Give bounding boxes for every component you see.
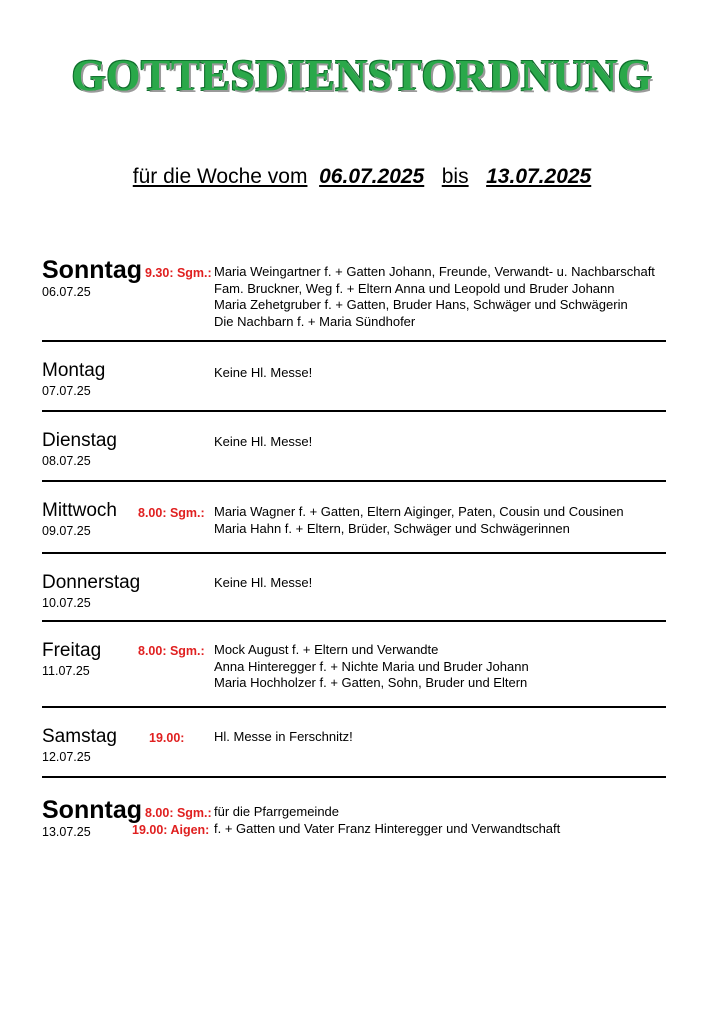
divider <box>42 340 666 342</box>
day-date: 08.07.25 <box>42 454 91 468</box>
mass-time: 8.00: Sgm.: <box>138 506 205 520</box>
day-monday <box>42 359 105 399</box>
day-date: 10.07.25 <box>42 596 91 610</box>
day-date: 07.07.25 <box>42 384 91 398</box>
mass-intention: Maria Hochholzer f. + Gatten, Sohn, Bruder und Eltern <box>214 675 528 690</box>
day-date: 13.07.25 <box>42 825 91 839</box>
mass-intention: f. + Gatten und Vater Franz Hinteregger und Verwandtschaft <box>214 820 561 836</box>
day-entries-saturday <box>214 729 353 746</box>
mass-intention: Die Nachbarn f. + Maria Sündhofer <box>214 313 416 329</box>
mass-time: 19.00: <box>149 731 185 745</box>
divider <box>42 552 666 554</box>
day-name: Mittwoch <box>42 500 117 521</box>
day-sunday-1 <box>42 256 142 300</box>
mass-intention: Keine Hl. Messe! <box>214 575 313 590</box>
mass-intention: Maria Zehetgruber f. + Gatten, Bruder Hans, Schwäger und Schwägerin <box>214 297 628 312</box>
week-end-date: 13.07.2025 <box>486 165 592 188</box>
day-name: Sonntag <box>42 796 142 824</box>
day-sunday-2 <box>42 796 142 840</box>
mass-intention: Hl. Messe in Ferschnitz! <box>214 729 353 744</box>
day-name: Freitag <box>42 640 102 661</box>
mass-intention: Mock August f. + Eltern und Verwandte <box>214 642 439 657</box>
day-entries-monday <box>214 365 312 382</box>
day-entries-friday <box>214 642 529 692</box>
day-entries-sunday-1 <box>214 264 655 330</box>
week-start-date: 06.07.2025 <box>319 165 425 188</box>
mass-intention: für die Pfarrgemeinde <box>214 804 340 819</box>
day-date: 09.07.25 <box>42 524 91 538</box>
day-entries-wednesday <box>214 504 624 537</box>
divider <box>42 776 666 778</box>
day-thursday <box>42 571 140 611</box>
mass-time: 8.00: Sgm.: <box>138 644 205 658</box>
day-name: Samstag <box>42 726 117 747</box>
week-range <box>0 165 724 189</box>
page-title <box>0 50 724 101</box>
day-name: Donnerstag <box>42 572 141 593</box>
week-range-prefix: für die Woche vom <box>132 165 308 188</box>
page-title-text: GOTTESDIENSTORDNUNG <box>71 51 653 100</box>
day-name: Sonntag <box>42 256 142 284</box>
day-name: Dienstag <box>42 430 117 451</box>
mass-intention: Keine Hl. Messe! <box>214 365 313 380</box>
mass-intention: Anna Hinteregger f. + Nichte Maria und Bruder Johann <box>214 658 529 674</box>
day-entries-tuesday <box>214 434 312 451</box>
mass-intention: Maria Wagner f. + Gatten, Eltern Aiginger, Paten, Cousin und Cousinen <box>214 504 624 519</box>
divider <box>42 706 666 708</box>
day-date: 11.07.25 <box>42 664 90 678</box>
divider <box>42 410 666 412</box>
divider <box>42 620 666 622</box>
mass-intention: Maria Weingartner f. + Gatten Johann, Freunde, Verwandt- u. Nachbarschaft <box>214 264 655 279</box>
divider <box>42 480 666 482</box>
day-date: 06.07.25 <box>42 285 91 299</box>
day-saturday <box>42 725 117 765</box>
day-wednesday <box>42 499 117 539</box>
day-date: 12.07.25 <box>42 750 91 764</box>
day-tuesday <box>42 429 117 469</box>
mass-time: 9.30: Sgm.: <box>145 266 212 280</box>
day-entries-thursday <box>214 575 312 592</box>
mass-time: 19.00: Aigen: <box>132 823 210 837</box>
day-name: Montag <box>42 360 106 381</box>
week-range-mid: bis <box>441 165 469 188</box>
mass-time: 8.00: Sgm.: <box>145 806 212 820</box>
day-entries-sunday-2 <box>214 804 560 837</box>
mass-intention: Keine Hl. Messe! <box>214 434 313 449</box>
mass-intention: Fam. Bruckner, Weg f. + Eltern Anna und Leopold und Bruder Johann <box>214 280 615 296</box>
mass-intention: Maria Hahn f. + Eltern, Brüder, Schwäger und Schwägerinnen <box>214 520 570 536</box>
day-friday <box>42 639 101 679</box>
